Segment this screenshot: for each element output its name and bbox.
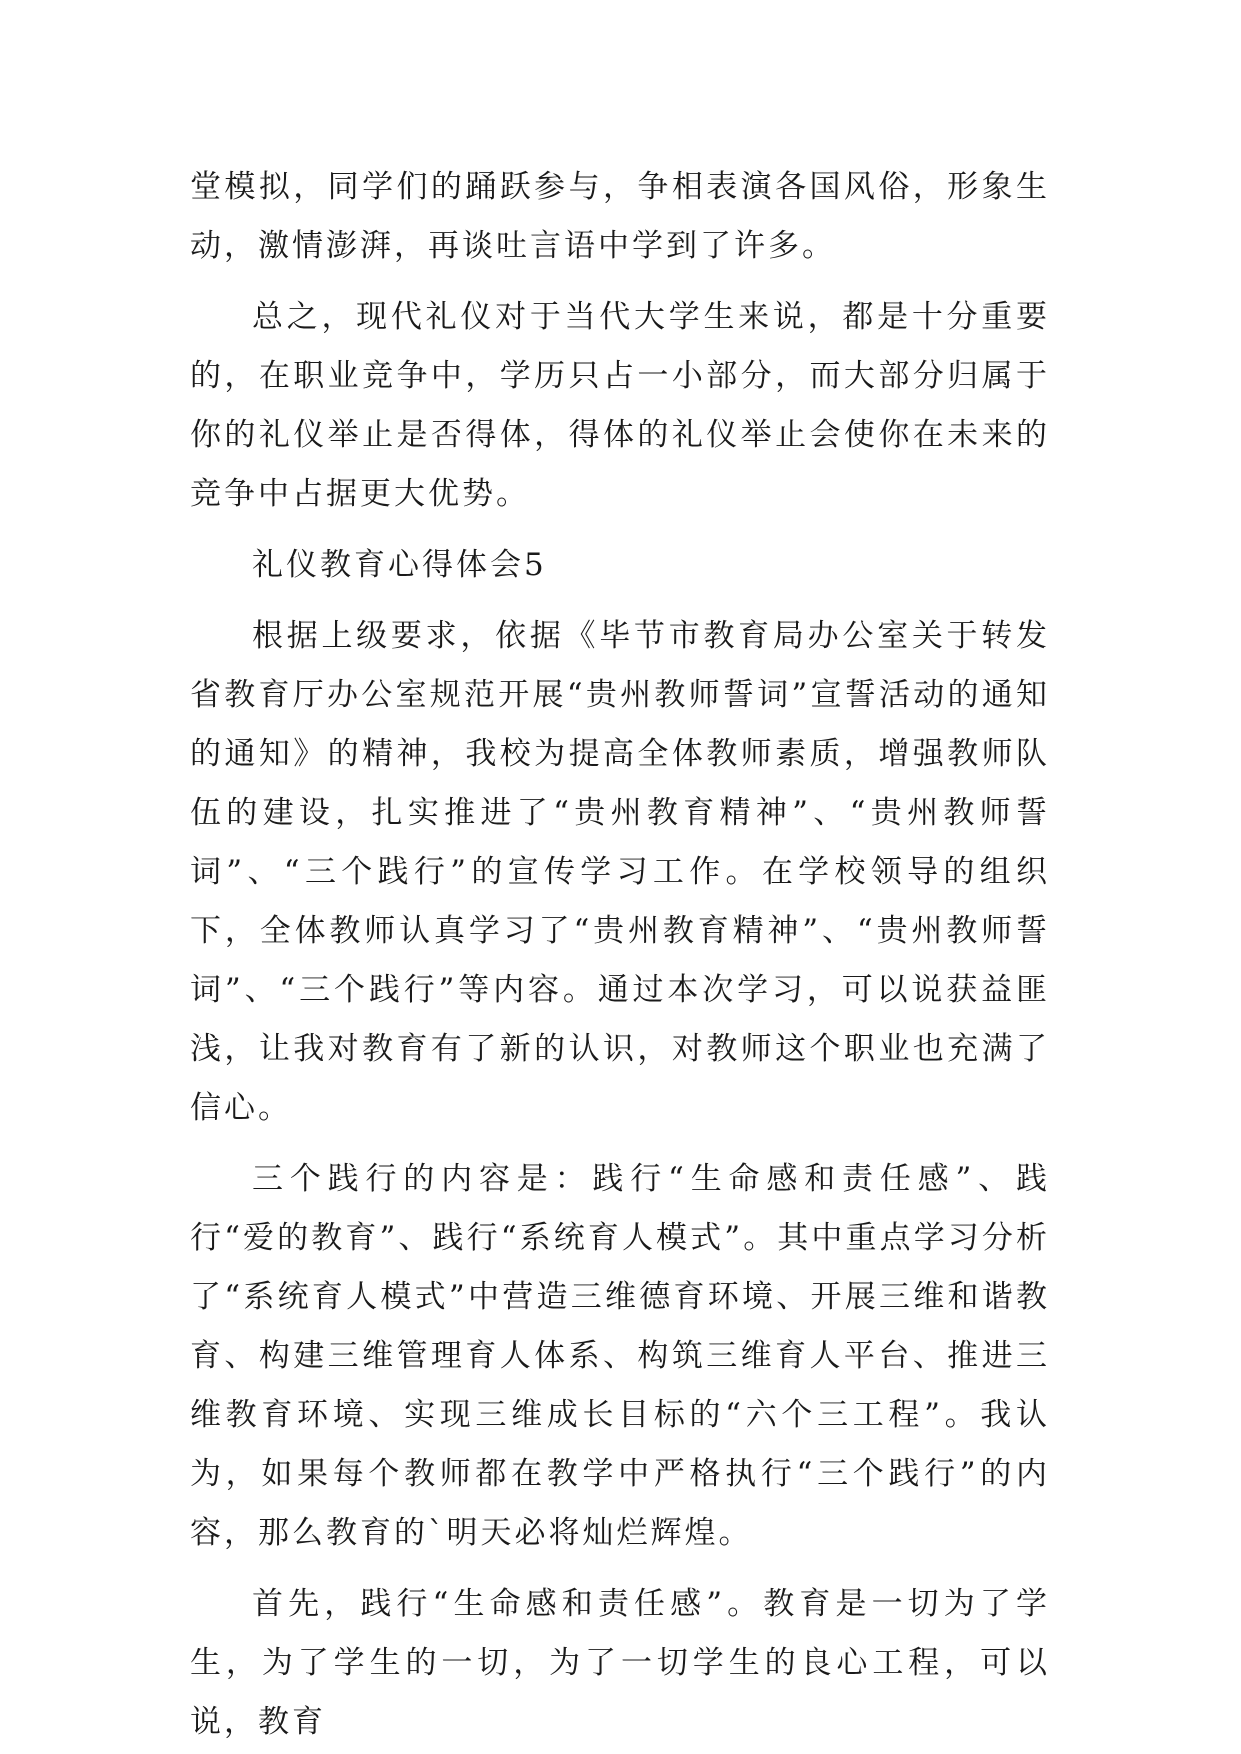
paragraph-three-practices: 三个践行的内容是：践行“生命感和责任感”、践行“爱的教育”、践行“系统育人模式”。其中重点学习分析了“系统育人模式”中营造三维德育环境、开展三维和谐教育、构建三维管理育人体系、构筑三维育人平台、推进三维教育环境、实现三维成长目标的“六个三工程”。我认为，如果每个教师都在教学中严格执行“三个践行”的内容，那么教育的`明天必将灿烂辉煌。 [190,1161,1050,1551]
section-heading: 礼仪教育心得体会5 [252,547,547,583]
paragraph-intro: 根据上级要求，依据《毕节市教育局办公室关于转发省教育厅办公室规范开展“贵州教师誓词”宣誓活动的通知的通知》的精神，我校为提高全体教师素质，增强教师队伍的建设，扎实推进了“贵州教育精神”、“贵州教师誓词”、“三个践行”的宣传学习工作。在学校领导的组织下，全体教师认真学习了“贵州教育精神”、“贵州教师誓词”、“三个践行”等内容。通过本次学习，可以说获益匪浅，让我对教育有了新的认识，对教师这个职业也充满了信心。 [190,618,1050,1126]
document-body [190,158,1050,1752]
paragraph-continuation: 堂模拟，同学们的踊跃参与，争相表演各国风俗，形象生动，激情澎湃，再谈吐言语中学到了许多。 [190,169,1050,264]
paragraph-first: 首先，践行“生命感和责任感”。教育是一切为了学生，为了学生的一切，为了一切学生的良心工程，可以说，教育 [190,1586,1050,1740]
paragraph-conclusion: 总之，现代礼仪对于当代大学生来说，都是十分重要的，在职业竞争中，学历只占一小部分，而大部分归属于你的礼仪举止是否得体，得体的礼仪举止会使你在未来的竞争中占据更大优势。 [190,299,1050,512]
